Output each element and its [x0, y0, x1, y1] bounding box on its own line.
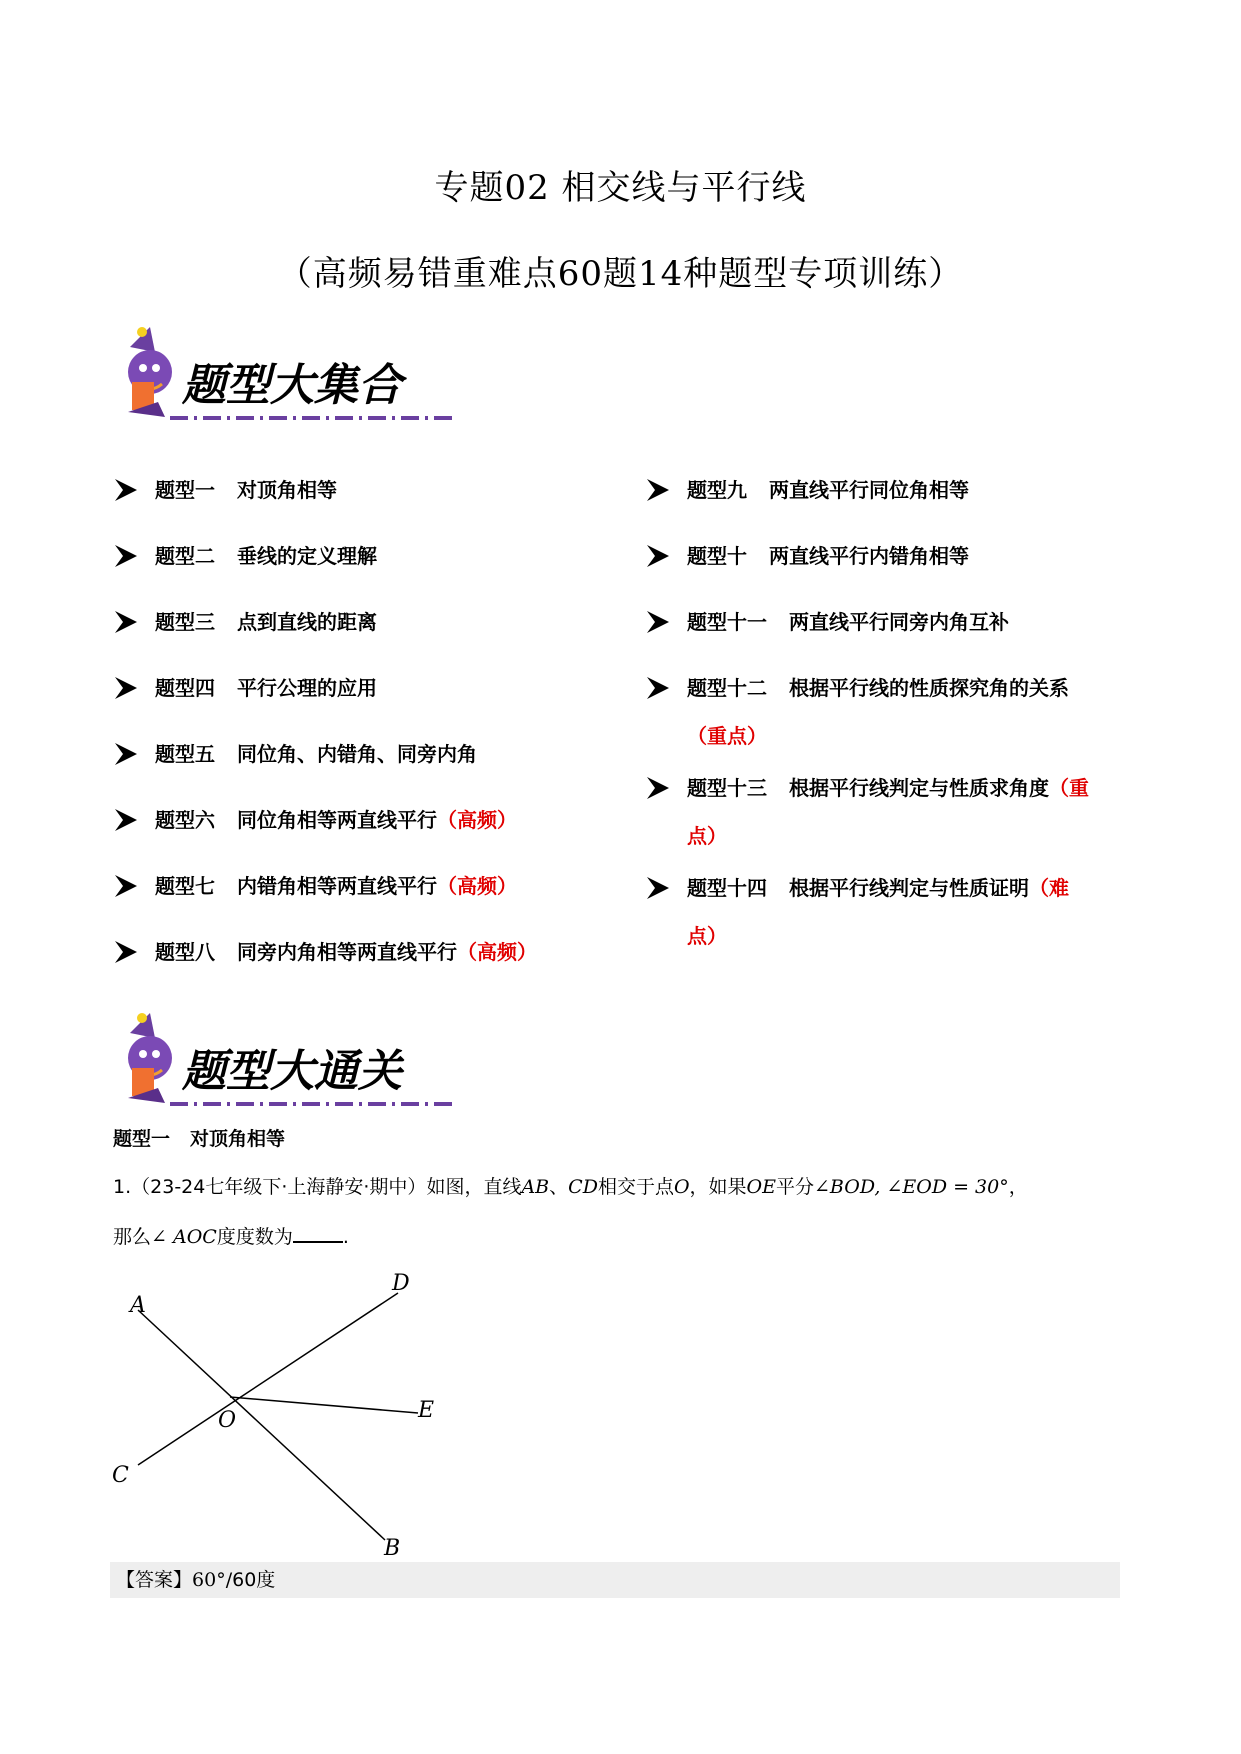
arrow-bullet-icon	[645, 609, 671, 635]
ray-oe	[230, 1397, 418, 1413]
toc-item[interactable]	[645, 532, 969, 580]
toc-tag: （重	[1049, 776, 1089, 800]
toc-label: 题型十二	[687, 676, 767, 700]
toc-item[interactable]	[113, 928, 537, 976]
arrow-bullet-icon	[645, 675, 671, 701]
toc-text: 内错角相等两直线平行	[237, 874, 437, 898]
question-text: ，	[1008, 1176, 1028, 1198]
toc-text: 两直线平行同旁内角互补	[789, 610, 1009, 634]
toc-tag-continued: 点）	[687, 924, 727, 948]
question-text: 相交于点	[597, 1176, 674, 1198]
document-title: 专题02 相交线与平行线	[434, 168, 807, 208]
line-cd	[138, 1293, 398, 1465]
label-o: O	[218, 1408, 237, 1433]
label-c: C	[112, 1463, 129, 1488]
arrow-bullet-icon	[113, 741, 139, 767]
toc-label: 题型四	[155, 676, 215, 700]
toc-item[interactable]	[645, 764, 1089, 860]
toc-item[interactable]	[645, 664, 1069, 760]
toc-label: 题型十三	[687, 776, 767, 800]
toc-text: 两直线平行内错角相等	[769, 544, 969, 568]
toc-text: 根据平行线的性质探究角的关系	[789, 676, 1069, 700]
toc-text: 垂线的定义理解	[237, 544, 377, 568]
line-ab	[138, 1310, 385, 1540]
toc-text: 对顶角相等	[237, 478, 337, 502]
question-number: 1.	[113, 1176, 132, 1198]
toc-text: 点到直线的距离	[237, 610, 377, 634]
toc-label: 题型七	[155, 874, 215, 898]
toc-text: 同位角相等两直线平行	[237, 808, 437, 832]
toc-item[interactable]	[645, 466, 969, 514]
question-text: 如图，直线	[426, 1176, 522, 1198]
math-aoc: ∠ AOC	[151, 1226, 217, 1248]
math-condition: ∠BOD, ∠EOD = 30°	[814, 1176, 1009, 1198]
question-text: 度度数为	[216, 1226, 293, 1248]
question-text: 那么	[113, 1226, 152, 1248]
toc-label: 题型十一	[687, 610, 767, 634]
answer-blank	[293, 1223, 343, 1243]
answer-value: 60°	[192, 1569, 226, 1591]
question-text: ，如果	[689, 1176, 747, 1198]
question-source: （23-24七年级下·上海静安·期中）	[131, 1176, 427, 1198]
toc-label: 题型八	[155, 940, 215, 964]
toc-item[interactable]	[113, 466, 337, 514]
question-text: 平分	[776, 1176, 815, 1198]
toc-label: 题型一	[155, 478, 215, 502]
banner-type-practice	[110, 1008, 470, 1118]
banner-title: 题型大集合	[182, 360, 402, 411]
toc-text: 根据平行线判定与性质求角度	[789, 776, 1049, 800]
toc-item[interactable]	[113, 664, 377, 712]
arrow-bullet-icon	[113, 939, 139, 965]
toc-tag: （难	[1029, 876, 1069, 900]
toc-tag: （高频）	[437, 808, 517, 832]
toc-label: 题型五	[155, 742, 215, 766]
arrow-bullet-icon	[645, 477, 671, 503]
section-text: 对顶角相等	[190, 1128, 286, 1150]
toc-label: 题型十	[687, 544, 747, 568]
arrow-bullet-icon	[113, 873, 139, 899]
arrow-bullet-icon	[113, 543, 139, 569]
toc-item[interactable]	[645, 864, 1069, 960]
toc-item[interactable]	[113, 796, 517, 844]
arrow-bullet-icon	[645, 875, 671, 901]
arrow-bullet-icon	[113, 807, 139, 833]
math-cd: CD	[568, 1176, 598, 1198]
answer-label: 【答案】	[116, 1569, 193, 1591]
arrow-bullet-icon	[645, 543, 671, 569]
toc-label: 题型二	[155, 544, 215, 568]
document-subtitle: （高频易错重难点60题14种题型专项训练）	[277, 254, 964, 294]
toc-label: 题型九	[687, 478, 747, 502]
geometry-figure	[100, 1265, 460, 1560]
question-line-2	[113, 1212, 1133, 1262]
toc-item[interactable]	[113, 598, 377, 646]
answer-bar	[110, 1562, 1120, 1598]
toc-text: 同位角、内错角、同旁内角	[237, 742, 477, 766]
section-label: 题型一	[113, 1128, 171, 1150]
label-a: A	[130, 1293, 146, 1318]
toc-text: 同旁内角相等两直线平行	[237, 940, 457, 964]
banner-title: 题型大通关	[182, 1046, 402, 1097]
question-line-1	[113, 1162, 1133, 1212]
arrow-bullet-icon	[113, 477, 139, 503]
math-ab: AB	[521, 1176, 550, 1198]
toc-label: 题型六	[155, 808, 215, 832]
banner-type-collection	[110, 322, 470, 432]
question-text: .	[342, 1226, 349, 1248]
answer-suffix: /60度	[225, 1569, 276, 1591]
wizard-mascot-icon	[128, 1013, 172, 1103]
label-d: D	[392, 1271, 410, 1296]
arrow-bullet-icon	[645, 775, 671, 801]
label-b: B	[384, 1536, 401, 1560]
toc-text: 两直线平行同位角相等	[769, 478, 969, 502]
toc-text: 根据平行线判定与性质证明	[789, 876, 1029, 900]
toc-tag: （高频）	[437, 874, 517, 898]
toc-item[interactable]	[645, 598, 1009, 646]
toc-label: 题型三	[155, 610, 215, 634]
math-o: O	[673, 1176, 690, 1198]
toc-text: 平行公理的应用	[237, 676, 377, 700]
question-1	[113, 1162, 1133, 1262]
section-heading	[113, 1124, 285, 1151]
toc-tag: （高频）	[457, 940, 537, 964]
toc-tag-continued: 点）	[687, 824, 727, 848]
question-text: 、	[549, 1176, 569, 1198]
wizard-mascot-icon	[128, 327, 172, 417]
toc-item[interactable]	[113, 730, 477, 778]
toc-item[interactable]	[113, 532, 377, 580]
toc-label: 题型十四	[687, 876, 767, 900]
label-e: E	[418, 1398, 435, 1423]
toc-item[interactable]	[113, 862, 517, 910]
math-oe: OE	[746, 1176, 776, 1198]
toc-tag-continued: （重点）	[687, 724, 767, 748]
arrow-bullet-icon	[113, 609, 139, 635]
arrow-bullet-icon	[113, 675, 139, 701]
